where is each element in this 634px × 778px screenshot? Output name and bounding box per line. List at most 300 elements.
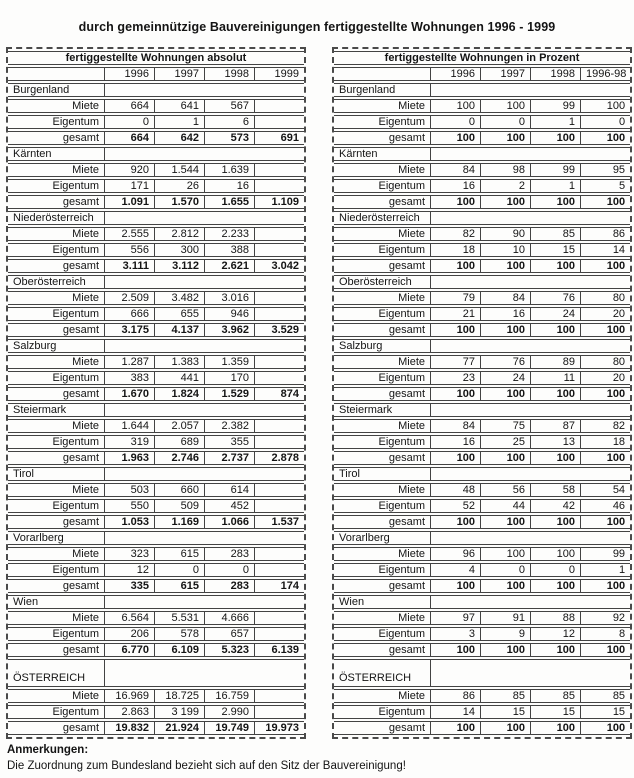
cell-value: 2.737: [204, 451, 254, 465]
cell-value: 3.482: [154, 291, 204, 305]
cell-value: [254, 563, 304, 577]
year-header: 1996: [430, 67, 480, 81]
year-header-row: [8, 67, 304, 81]
cell-value: 2.057: [154, 419, 204, 433]
cell-value: 100: [530, 259, 580, 273]
region-name: Niederösterreich: [334, 211, 430, 225]
row-label: gesamt: [334, 579, 430, 593]
region-name-row: [334, 467, 630, 481]
cell-value: 920: [104, 163, 154, 177]
cell-value: 100: [530, 643, 580, 657]
cell-value: 4: [430, 563, 480, 577]
cell-value: 100: [530, 131, 580, 145]
cell-value: 3 199: [154, 705, 204, 719]
table-row: [334, 227, 630, 241]
cell-value: 2.621: [204, 259, 254, 273]
region-name: Wien: [8, 595, 104, 609]
cell-value: 20: [580, 371, 630, 385]
cell-value: 100: [480, 387, 530, 401]
row-label: Miete: [334, 419, 430, 433]
region-name: Tirol: [8, 467, 104, 481]
cell-value: 1.287: [104, 355, 154, 369]
table-row: [334, 721, 630, 735]
cell-value: 1.644: [104, 419, 154, 433]
cell-value: 98: [480, 163, 530, 177]
table-row: [8, 323, 304, 337]
cell-value: 9: [480, 627, 530, 641]
cell-value: 335: [104, 579, 154, 593]
table-row: [8, 643, 304, 657]
cell-value: 615: [154, 579, 204, 593]
row-label: Miete: [334, 547, 430, 561]
row-label: Eigentum: [334, 563, 430, 577]
row-label: gesamt: [8, 195, 104, 209]
cell-value: 388: [204, 243, 254, 257]
cell-value: 0: [480, 115, 530, 129]
table-row: [8, 721, 304, 735]
table-percent-units: [332, 47, 632, 739]
row-label: Miete: [334, 355, 430, 369]
cell-value: 80: [580, 355, 630, 369]
table-row: [8, 371, 304, 385]
cell-value: 100: [430, 451, 480, 465]
table-row: [8, 355, 304, 369]
cell-value: 19.832: [104, 721, 154, 735]
region-blank-cell: [104, 467, 304, 481]
cell-value: [254, 291, 304, 305]
cell-value: 75: [480, 419, 530, 433]
cell-value: 3.529: [254, 323, 304, 337]
table-row: [8, 99, 304, 113]
cell-value: 12: [104, 563, 154, 577]
table-row: [334, 451, 630, 465]
cell-value: 85: [580, 689, 630, 703]
cell-value: 26: [154, 179, 204, 193]
cell-value: 82: [430, 227, 480, 241]
region-blank-cell: [104, 339, 304, 353]
region-blank-cell: [430, 275, 630, 289]
cell-value: 84: [430, 163, 480, 177]
cell-value: 84: [430, 419, 480, 433]
table-row: [8, 163, 304, 177]
region-name: Wien: [334, 595, 430, 609]
row-label: gesamt: [8, 579, 104, 593]
table-row: [334, 243, 630, 257]
cell-value: 16: [204, 179, 254, 193]
cell-value: 87: [530, 419, 580, 433]
region-name: Oberösterreich: [8, 275, 104, 289]
table-row: [8, 627, 304, 641]
row-label: gesamt: [334, 721, 430, 735]
row-label: Miete: [8, 355, 104, 369]
cell-value: 2.746: [154, 451, 204, 465]
cell-value: 100: [430, 643, 480, 657]
table-row: [8, 179, 304, 193]
table-row: [334, 547, 630, 561]
cell-value: 10: [480, 243, 530, 257]
cell-value: 1.537: [254, 515, 304, 529]
table-row: [8, 515, 304, 529]
table-row: [8, 705, 304, 719]
row-label: Miete: [8, 227, 104, 241]
row-label: Eigentum: [8, 179, 104, 193]
table-row: [8, 579, 304, 593]
row-label: gesamt: [8, 721, 104, 735]
row-label: Eigentum: [8, 563, 104, 577]
cell-value: 19.973: [254, 721, 304, 735]
cell-value: 100: [480, 547, 530, 561]
cell-value: 58: [530, 483, 580, 497]
cell-value: 80: [580, 291, 630, 305]
region-blank-cell: [104, 275, 304, 289]
year-header-row: [334, 67, 630, 81]
cell-value: 3.175: [104, 323, 154, 337]
table-row: [8, 131, 304, 145]
region-name: Steiermark: [334, 403, 430, 417]
cell-value: 573: [204, 131, 254, 145]
cell-value: 2.382: [204, 419, 254, 433]
table-row: [334, 115, 630, 129]
cell-value: 689: [154, 435, 204, 449]
cell-value: 82: [580, 419, 630, 433]
region-name-row: [334, 339, 630, 353]
region-name-row: [8, 339, 304, 353]
row-label: Eigentum: [334, 179, 430, 193]
cell-value: 3.962: [204, 323, 254, 337]
year-header: 1996: [104, 67, 154, 81]
cell-value: 99: [580, 547, 630, 561]
cell-value: 1.824: [154, 387, 204, 401]
row-label: Miete: [8, 419, 104, 433]
region-name: Salzburg: [334, 339, 430, 353]
cell-value: [254, 627, 304, 641]
table-row: [8, 499, 304, 513]
row-label: Eigentum: [8, 499, 104, 513]
cell-value: 96: [430, 547, 480, 561]
cell-value: 0: [430, 115, 480, 129]
table-row: [8, 243, 304, 257]
cell-value: 874: [254, 387, 304, 401]
table-row: [8, 419, 304, 433]
cell-value: 14: [580, 243, 630, 257]
cell-value: 100: [530, 721, 580, 735]
year-header: 1998: [530, 67, 580, 81]
table-row: [8, 227, 304, 241]
table-row: [8, 611, 304, 625]
cell-value: [254, 355, 304, 369]
cell-value: 11: [530, 371, 580, 385]
cell-value: 1.066: [204, 515, 254, 529]
cell-value: 14: [430, 705, 480, 719]
row-label: Eigentum: [8, 705, 104, 719]
cell-value: 100: [480, 323, 530, 337]
cell-value: 100: [480, 131, 530, 145]
row-label: Eigentum: [334, 705, 430, 719]
cell-value: 1.639: [204, 163, 254, 177]
table-title-row: [8, 51, 304, 65]
table-title-row: [334, 51, 630, 65]
cell-value: 1.053: [104, 515, 154, 529]
cell-value: 100: [580, 643, 630, 657]
row-label: Eigentum: [8, 627, 104, 641]
cell-value: [254, 483, 304, 497]
table-row: [334, 259, 630, 273]
row-label: Eigentum: [334, 307, 430, 321]
table-row: [334, 499, 630, 513]
region-name: Kärnten: [8, 147, 104, 161]
cell-value: 56: [480, 483, 530, 497]
cell-value: 88: [530, 611, 580, 625]
cell-value: 283: [204, 579, 254, 593]
cell-value: 3.111: [104, 259, 154, 273]
table-row: [334, 387, 630, 401]
region-blank-cell: [430, 339, 630, 353]
cell-value: 100: [530, 579, 580, 593]
notes-text: Die Zuordnung zum Bundesland bezieht sich auf den Sitz der Bauvereinigung!: [7, 760, 406, 772]
row-label: Miete: [8, 547, 104, 561]
region-blank-cell: [104, 595, 304, 609]
cell-value: 100: [480, 99, 530, 113]
cell-value: 12: [530, 627, 580, 641]
cell-value: 100: [530, 387, 580, 401]
table-title: fertiggestellte Wohnungen absolut: [8, 51, 304, 65]
cell-value: 42: [530, 499, 580, 513]
region-blank-cell: [104, 83, 304, 97]
cell-value: 2.878: [254, 451, 304, 465]
table-row: [334, 291, 630, 305]
cell-value: 0: [154, 563, 204, 577]
year-header: 1997: [480, 67, 530, 81]
cell-value: 641: [154, 99, 204, 113]
cell-value: 2.555: [104, 227, 154, 241]
cell-value: 1: [530, 115, 580, 129]
region-blank-cell: [430, 403, 630, 417]
cell-value: 79: [430, 291, 480, 305]
region-name-row: [8, 275, 304, 289]
year-header: 1996-98: [580, 67, 630, 81]
cell-value: 1: [154, 115, 204, 129]
table-row: [334, 643, 630, 657]
table-row: [8, 435, 304, 449]
region-blank-cell: [104, 211, 304, 225]
cell-value: 5.323: [204, 643, 254, 657]
cell-value: 300: [154, 243, 204, 257]
cell-value: 25: [480, 435, 530, 449]
region-name-row: [8, 83, 304, 97]
region-name-row: [334, 531, 630, 545]
cell-value: 614: [204, 483, 254, 497]
cell-value: 6.109: [154, 643, 204, 657]
cell-value: 89: [530, 355, 580, 369]
table-row: [334, 563, 630, 577]
row-label: Miete: [8, 99, 104, 113]
cell-value: 556: [104, 243, 154, 257]
cell-value: 100: [530, 451, 580, 465]
cell-value: 509: [154, 499, 204, 513]
row-label: gesamt: [8, 515, 104, 529]
table-row: [334, 163, 630, 177]
region-name: Salzburg: [8, 339, 104, 353]
row-label: Eigentum: [8, 371, 104, 385]
year-header: 1997: [154, 67, 204, 81]
cell-value: 0: [104, 115, 154, 129]
table-row: [8, 689, 304, 703]
cell-value: 441: [154, 371, 204, 385]
year-header: 1999: [254, 67, 304, 81]
cell-value: 16.969: [104, 689, 154, 703]
cell-value: 660: [154, 483, 204, 497]
region-blank-cell: [104, 403, 304, 417]
table-row: [334, 579, 630, 593]
table-row: [334, 483, 630, 497]
notes-heading: Anmerkungen:: [7, 744, 89, 756]
cell-value: 44: [480, 499, 530, 513]
cell-value: 100: [580, 721, 630, 735]
table-row: [8, 387, 304, 401]
cell-value: 100: [480, 451, 530, 465]
cell-value: 16: [430, 179, 480, 193]
cell-value: 691: [254, 131, 304, 145]
region-blank-cell: [430, 595, 630, 609]
row-label: Miete: [8, 291, 104, 305]
cell-value: 6: [204, 115, 254, 129]
cell-value: 91: [480, 611, 530, 625]
cell-value: 77: [430, 355, 480, 369]
row-label: gesamt: [8, 451, 104, 465]
cell-value: 15: [530, 243, 580, 257]
cell-value: 100: [430, 259, 480, 273]
cell-value: 206: [104, 627, 154, 641]
cell-value: 8: [580, 627, 630, 641]
region-blank-cell: [430, 147, 630, 161]
cell-value: 355: [204, 435, 254, 449]
cell-value: [254, 435, 304, 449]
cell-value: [254, 179, 304, 193]
row-label: gesamt: [334, 451, 430, 465]
cell-value: 84: [480, 291, 530, 305]
cell-value: 100: [430, 515, 480, 529]
cell-value: 100: [580, 323, 630, 337]
cell-value: 16: [480, 307, 530, 321]
row-label: Miete: [334, 611, 430, 625]
cell-value: 5.531: [154, 611, 204, 625]
region-name: Niederösterreich: [8, 211, 104, 225]
cell-value: 4.137: [154, 323, 204, 337]
table-row: [334, 179, 630, 193]
table-row: [334, 689, 630, 703]
tables-container: [0, 47, 634, 739]
region-name: Kärnten: [334, 147, 430, 161]
cell-value: 100: [530, 195, 580, 209]
cell-value: 76: [530, 291, 580, 305]
cell-value: 100: [430, 131, 480, 145]
cell-value: [254, 689, 304, 703]
cell-value: 100: [580, 515, 630, 529]
cell-value: 5: [580, 179, 630, 193]
region-blank-cell: [104, 147, 304, 161]
cell-value: 503: [104, 483, 154, 497]
page-title: durch gemeinnützige Bauvereinigungen fertiggestellte Wohnungen 1996 - 1999: [78, 20, 556, 34]
table-row: [334, 435, 630, 449]
cell-value: 16.759: [204, 689, 254, 703]
table-row: [8, 115, 304, 129]
cell-value: 85: [530, 227, 580, 241]
cell-value: 4.666: [204, 611, 254, 625]
row-label: Miete: [334, 689, 430, 703]
cell-value: 323: [104, 547, 154, 561]
cell-value: [254, 227, 304, 241]
cell-value: 2.233: [204, 227, 254, 241]
cell-value: 100: [480, 579, 530, 593]
row-label: Eigentum: [334, 499, 430, 513]
cell-value: 383: [104, 371, 154, 385]
table-row: [334, 419, 630, 433]
row-label: Eigentum: [8, 243, 104, 257]
cell-value: 1.670: [104, 387, 154, 401]
table-title: fertiggestellte Wohnungen in Prozent: [334, 51, 630, 65]
cell-value: 6.564: [104, 611, 154, 625]
cell-value: 1.963: [104, 451, 154, 465]
row-label: Eigentum: [334, 627, 430, 641]
region-name: Oberösterreich: [334, 275, 430, 289]
cell-value: 85: [530, 689, 580, 703]
cell-value: [254, 419, 304, 433]
cell-value: 100: [430, 323, 480, 337]
row-label: Miete: [334, 291, 430, 305]
region-name: ÖSTERREICH: [8, 659, 104, 687]
cell-value: [254, 307, 304, 321]
cell-value: 100: [580, 451, 630, 465]
row-label: Miete: [8, 611, 104, 625]
cell-value: 1.109: [254, 195, 304, 209]
region-blank-cell: [430, 83, 630, 97]
region-name-row: [8, 659, 304, 687]
region-blank-cell: [104, 531, 304, 545]
cell-value: 97: [430, 611, 480, 625]
region-blank-cell: [104, 659, 304, 687]
row-label: gesamt: [8, 323, 104, 337]
cell-value: 100: [530, 547, 580, 561]
cell-value: 24: [530, 307, 580, 321]
region-name-row: [8, 403, 304, 417]
cell-value: 100: [530, 323, 580, 337]
cell-value: 24: [480, 371, 530, 385]
cell-value: 18.725: [154, 689, 204, 703]
cell-value: 100: [580, 259, 630, 273]
notes-section: [0, 739, 634, 774]
cell-value: 90: [480, 227, 530, 241]
cell-value: 52: [430, 499, 480, 513]
cell-value: 85: [480, 689, 530, 703]
table-row: [334, 515, 630, 529]
cell-value: 13: [530, 435, 580, 449]
cell-value: 100: [580, 387, 630, 401]
cell-value: 6.770: [104, 643, 154, 657]
row-label: gesamt: [334, 323, 430, 337]
row-label: gesamt: [334, 131, 430, 145]
region-name-row: [8, 467, 304, 481]
cell-value: 16: [430, 435, 480, 449]
cell-value: 100: [480, 259, 530, 273]
cell-value: 0: [480, 563, 530, 577]
region-name-row: [334, 83, 630, 97]
table-row: [334, 99, 630, 113]
cell-value: 3.112: [154, 259, 204, 273]
cell-value: 1.091: [104, 195, 154, 209]
row-label: Eigentum: [334, 371, 430, 385]
year-header-spacer: [8, 67, 104, 81]
cell-value: 100: [430, 387, 480, 401]
